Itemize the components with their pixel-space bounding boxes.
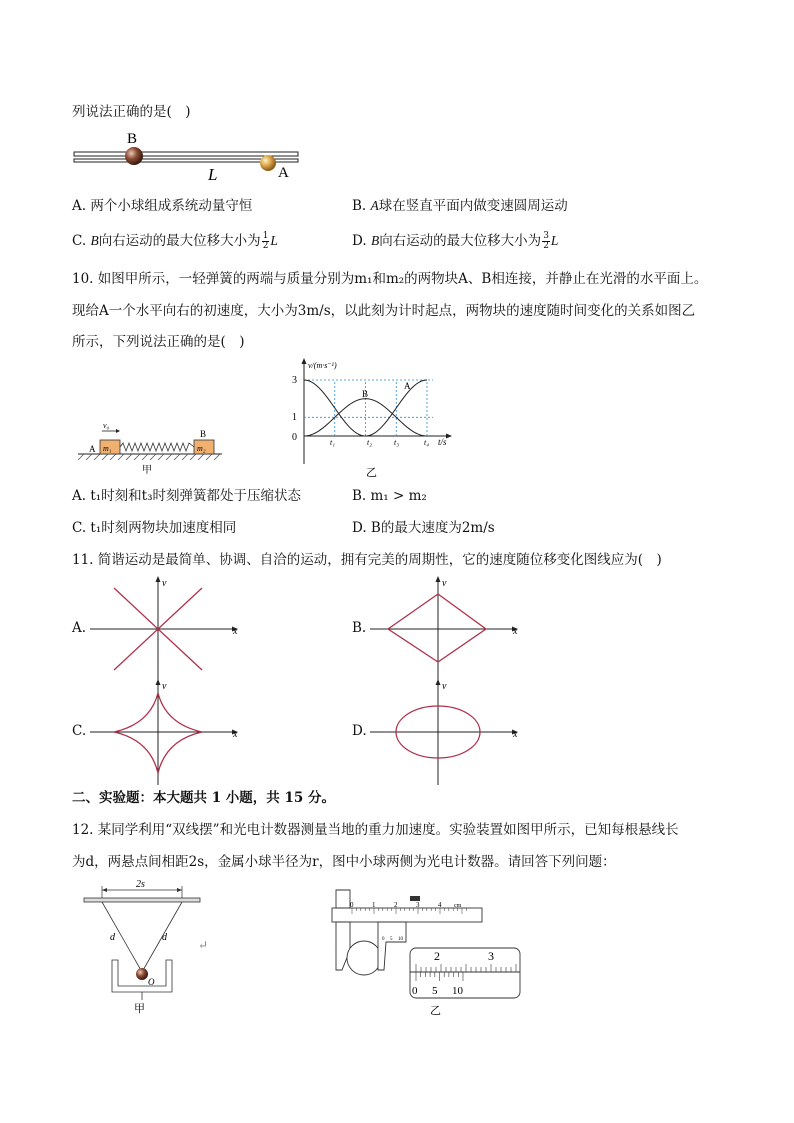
main-scale-3: 3 — [416, 901, 420, 909]
x-tick-t3: t₃ — [394, 438, 400, 447]
q10-option-d: D. B的最大速度为2m/s — [352, 520, 495, 536]
ball-a — [260, 155, 276, 171]
y-tick-0: 0 — [292, 432, 297, 443]
q10-line2: 现给A一个水平向右的初速度，大小为3m/s，以此刻为计时起点，两物块的速度随时间变化的关系如图乙 — [72, 303, 696, 319]
curve-b — [388, 594, 486, 662]
q10-line1: 10. 如图甲所示，一轻弹簧的两端与质量分别为m₁和m₂的两物块A、B相连接，并静止在光滑的水平面上。 — [72, 271, 708, 287]
chart-caption: 乙 — [366, 467, 377, 479]
pendulum-ball — [136, 968, 148, 980]
ball-b — [125, 147, 143, 165]
q11-graph-d — [368, 677, 528, 787]
label-2s: 2s — [136, 879, 145, 890]
measured-ball — [347, 941, 381, 975]
main-scale-0: 0 — [350, 901, 354, 909]
axis-x-a: x — [233, 626, 238, 637]
zoom-vernier-0: 0 — [412, 985, 418, 997]
axis-v-c: v — [162, 681, 167, 692]
label-block-a: A — [89, 444, 96, 454]
q10-line3: 所示，下列说法正确的是( ) — [72, 334, 245, 350]
axis-v-a: v — [162, 578, 167, 589]
q11-label-a: A. — [72, 620, 87, 636]
q11-label-b: B. — [352, 620, 367, 636]
q10-figure-jia — [70, 418, 240, 476]
q10-option-a: A. t₁时刻和t₃时刻弹簧都处于压缩状态 — [72, 488, 302, 504]
caliper-slider — [378, 922, 406, 970]
label-l: L — [208, 165, 218, 184]
zoom-main-3: 3 — [488, 949, 494, 963]
q11-graph-c — [88, 677, 248, 787]
zoom-vernier-10: 10 — [452, 985, 463, 997]
q9-option-d: D. B向右运动的最大位移大小为 $\frac{3}{2}$ L — [352, 231, 559, 251]
y-tick-3: 3 — [292, 375, 297, 386]
q10-option-b: B. m₁ > m₂ — [352, 488, 427, 504]
axis-x-b: x — [513, 626, 518, 637]
series-label-b: B — [362, 389, 369, 399]
q11-graph-b — [368, 574, 528, 684]
axis-v-d: v — [442, 681, 447, 692]
section-heading: 二、实验题：本大题共 1 小题，共 15 分。 — [72, 790, 335, 806]
q11-stem: 11. 简谐运动是最简单、协调、自洽的运动，拥有完美的周期性，它的速度随位移变化图线应为( ) — [72, 552, 662, 568]
q12-figure-jia — [78, 878, 218, 1018]
ground-hatch — [78, 454, 220, 460]
ceiling — [84, 898, 200, 902]
q11-label-d: D. — [352, 723, 367, 739]
main-scale-4: 4 — [438, 901, 442, 909]
spring — [120, 443, 194, 451]
label-b: B — [127, 131, 138, 147]
q11-graph-a — [88, 574, 248, 684]
q12-line2: 为d，两悬点间相距2s，金属小球半径为r，图中小球两侧为光电计数器。请回答下列问题： — [72, 854, 616, 870]
label-m2: m₂ — [197, 444, 206, 453]
main-scale-2: 2 — [394, 901, 398, 909]
label-d-right: d — [162, 932, 167, 943]
q9-figure — [70, 128, 310, 186]
q9-stem-tail: 列说法正确的是( ) — [72, 104, 191, 120]
label-o: O — [148, 977, 155, 987]
q10-option-c: C. t₁时刻两物块加速度相同 — [72, 520, 237, 536]
small-vernier-10: 10 — [398, 937, 403, 942]
zoom-vernier-5: 5 — [432, 985, 438, 997]
series-label-a: A — [404, 381, 411, 391]
x-tick-t1: t₁ — [330, 438, 336, 447]
q9-option-a: A. 两个小球组成系统动量守恒 — [72, 198, 253, 214]
zoom-main-2: 2 — [434, 949, 440, 963]
chart-ylabel: v/(m·s⁻¹) — [308, 361, 337, 370]
axis-x-d: x — [513, 729, 518, 740]
small-vernier-0: 0 — [382, 937, 385, 942]
x-tick-t2: t₂ — [367, 438, 373, 447]
q9-option-c: C. B向右运动的最大位移大小为 $\frac{1}{2}$ L — [72, 231, 278, 251]
y-tick-1: 1 — [292, 412, 297, 423]
caption-yi-12: 乙 — [430, 1005, 441, 1017]
caliper-main-beam — [332, 908, 482, 922]
small-vernier-5: 5 — [390, 937, 393, 942]
x-tick-t4: t₄ — [424, 438, 430, 447]
axis-v-b: v — [442, 578, 447, 589]
caption-jia: 甲 — [142, 465, 152, 476]
label-block-b: B — [200, 429, 207, 439]
q10-vt-chart — [284, 356, 464, 482]
q12-line1: 12. 某同学利用“双线摆”和光电计数器测量当地的重力加速度。实验装置如图甲所示，已知每根悬线长 — [72, 822, 679, 838]
zoom-panel — [410, 948, 520, 998]
main-scale-unit: cm — [454, 903, 462, 909]
caption-jia-12: 甲 — [134, 1003, 145, 1015]
q12-figure-yi — [326, 880, 526, 1020]
label-m1: m₁ — [103, 444, 112, 453]
main-scale-1: 1 — [372, 901, 376, 909]
label-v0: v₀ — [103, 421, 110, 430]
label-a: A — [278, 165, 289, 181]
chart-axes — [302, 358, 453, 464]
q9-option-b: B. A球在竖直平面内做变速圆周运动 — [352, 198, 568, 214]
chart-xlabel: t/s — [438, 437, 447, 447]
q11-label-c: C. — [72, 723, 87, 739]
axis-x-c: x — [233, 729, 238, 740]
return-mark: ↵ — [198, 938, 209, 952]
label-d-left: d — [110, 932, 115, 943]
